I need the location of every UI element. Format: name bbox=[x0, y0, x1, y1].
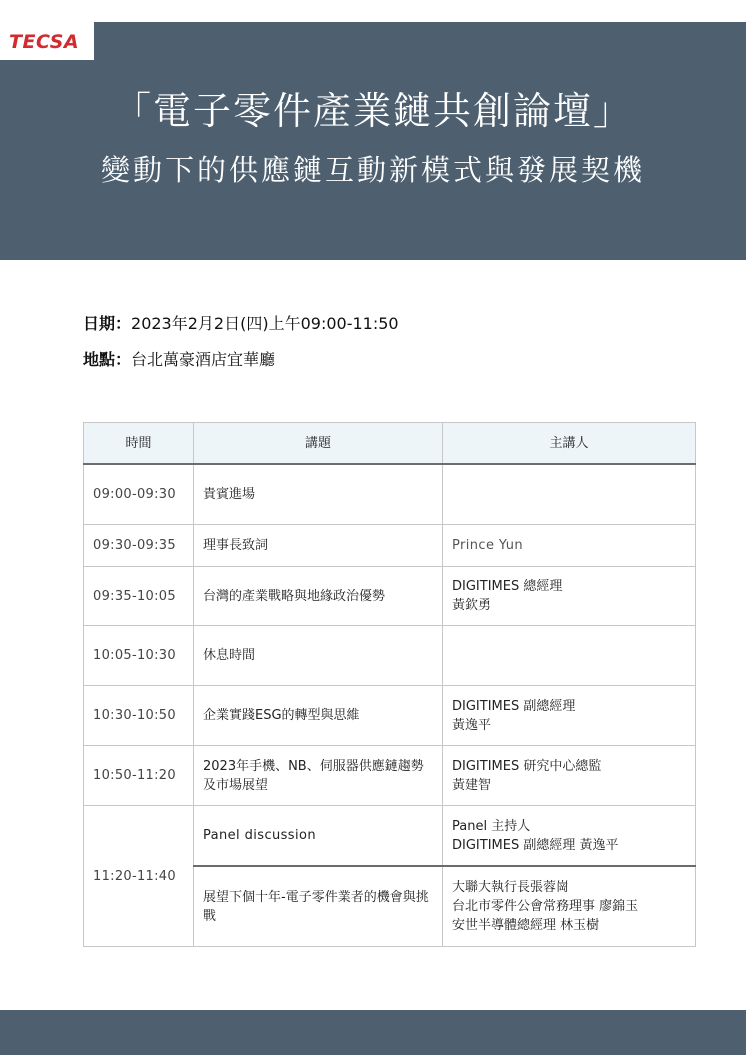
table-row bbox=[84, 525, 696, 567]
row-time: 10:05-10:30 bbox=[84, 626, 194, 686]
row-topic: 台灣的產業戰略與地緣政治優勢 bbox=[194, 567, 443, 626]
tecsa-logo bbox=[0, 22, 94, 60]
speaker-line: 台北市零件公會常務理事 廖錦玉 bbox=[452, 899, 639, 914]
row-topic: 展望下個十年-電子零件業者的機會與挑戰 bbox=[194, 866, 443, 947]
row-speaker bbox=[443, 464, 696, 525]
row-time: 10:30-10:50 bbox=[84, 686, 194, 746]
speaker-line: Panel 主持人 bbox=[452, 818, 531, 834]
header-speaker: 主講人 bbox=[443, 423, 696, 465]
speaker-line: 大聯大執行長張蓉崗 bbox=[452, 880, 570, 895]
footer-band bbox=[0, 1010, 746, 1055]
row-topic: 企業實踐ESG的轉型與思維 bbox=[194, 686, 443, 746]
tecsa-logo-mark bbox=[7, 30, 87, 52]
row-time: 09:30-09:35 bbox=[84, 525, 194, 567]
agenda-table bbox=[83, 422, 696, 947]
venue-label: 地點： bbox=[83, 350, 132, 369]
page-subtitle: 變動下的供應鏈互動新模式與發展契機 bbox=[100, 153, 645, 187]
speaker-line: Prince Yun bbox=[452, 538, 524, 553]
table-header-row bbox=[84, 423, 696, 465]
table-row bbox=[84, 686, 696, 746]
row-time: 10:50-11:20 bbox=[84, 746, 194, 806]
svg-text:TECSA: TECSA bbox=[9, 31, 80, 52]
speaker-line: DIGITIMES 副總經理 黃逸平 bbox=[452, 837, 619, 853]
event-date bbox=[83, 312, 399, 336]
row-time: 09:00-09:30 bbox=[84, 464, 194, 525]
speaker-line: DIGITIMES 總經理 bbox=[452, 579, 563, 594]
date-value: 2023年2月2日(四)上午09:00-11:50 bbox=[131, 314, 399, 333]
date-label: 日期： bbox=[83, 314, 132, 333]
speaker-line: 黃建智 bbox=[452, 777, 492, 793]
speaker-line: DIGITIMES 副總經理 bbox=[452, 698, 576, 714]
row-speaker bbox=[443, 567, 696, 626]
row-speaker bbox=[443, 626, 696, 686]
row-speaker bbox=[443, 866, 696, 947]
event-venue bbox=[83, 348, 275, 372]
row-speaker bbox=[443, 806, 696, 867]
table-row bbox=[84, 746, 696, 806]
table-row bbox=[84, 806, 696, 867]
speaker-line: 安世半導體總經理 林玉樹 bbox=[452, 918, 600, 933]
row-speaker bbox=[443, 525, 696, 567]
row-speaker bbox=[443, 686, 696, 746]
row-speaker bbox=[443, 746, 696, 806]
row-time: 11:20-11:40 bbox=[84, 806, 194, 947]
table-row bbox=[84, 626, 696, 686]
row-topic: 貴賓進場 bbox=[194, 464, 443, 525]
speaker-line: 黃逸平 bbox=[452, 717, 492, 733]
row-time: 09:35-10:05 bbox=[84, 567, 194, 626]
speaker-line: DIGITIMES 研究中心總監 bbox=[452, 758, 602, 774]
row-topic: 休息時間 bbox=[194, 626, 443, 686]
page-title: 「電子零件產業鏈共創論壇」 bbox=[112, 89, 633, 133]
speaker-line: 黃欽勇 bbox=[452, 598, 492, 613]
table-row bbox=[84, 464, 696, 525]
row-topic: 理事長致詞 bbox=[194, 525, 443, 567]
header-time: 時間 bbox=[84, 423, 194, 465]
row-topic: Panel discussion bbox=[194, 806, 443, 867]
row-topic: 2023年手機、NB、伺服器供應鏈趨勢及市場展望 bbox=[194, 746, 443, 806]
table-row bbox=[84, 567, 696, 626]
header-topic: 講題 bbox=[194, 423, 443, 465]
venue-value: 台北萬豪酒店宜華廳 bbox=[131, 350, 276, 369]
header-band bbox=[0, 22, 746, 260]
